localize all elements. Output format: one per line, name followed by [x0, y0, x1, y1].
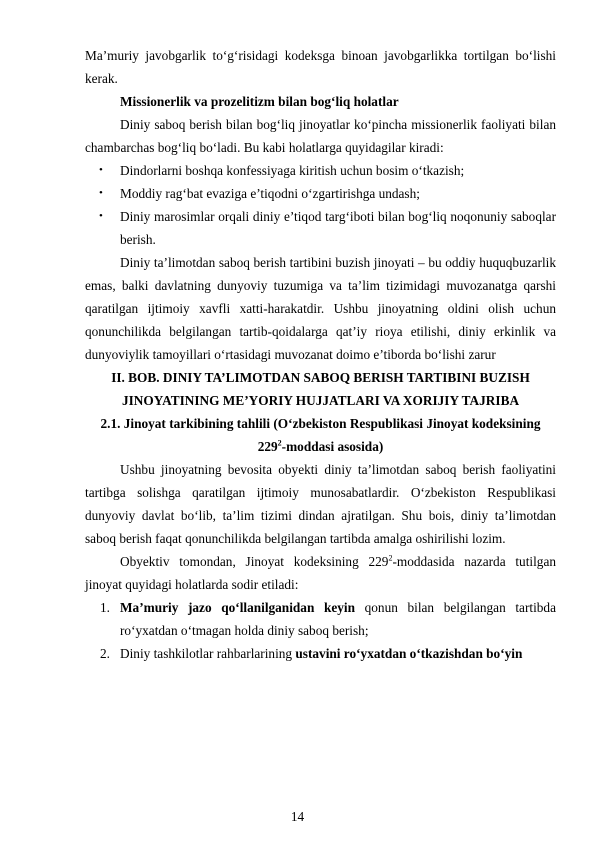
section-title-line [85, 435, 556, 458]
page-number: 14 [290, 809, 305, 824]
bullet-text: Diniy marosimlar orqali diniy e’tiqod targ‘iboti bilan bog‘liq noqonuniy saboqlar berish. [120, 209, 556, 247]
bullet-text: Dindorlarni boshqa konfessiyaga kiritish uchun bosim o‘tkazish; [120, 163, 465, 178]
bullet-text: Moddiy rag‘bat evaziga e’tiqodni o‘zgartirishga undash; [120, 186, 420, 201]
intro-paragraph: Ma’muriy javobgarlik to‘g‘risidagi kodeksga binoan javobgarlikka tortilgan bo‘lishi kerak. [85, 48, 556, 86]
article-superscript: 2 [277, 438, 282, 448]
numbered-item [85, 642, 556, 665]
article-number: 229 [257, 439, 278, 454]
numbered-item [85, 596, 556, 642]
objective-superscript: 2 [388, 553, 393, 563]
missionerlik-heading: Missionerlik va prozelitizm bilan bog‘liq holatlar [120, 94, 399, 109]
missionerlik-paragraph: Diniy saboq berish bilan bog‘liq jinoyatlar ko‘pincha missionerlik faoliyati bilan chambarchas bog‘liq bo‘ladi. Bu kabi holatlarga quyidagilar kiradi: [85, 117, 556, 155]
page-content [85, 44, 556, 665]
chapter-title [85, 366, 556, 412]
chapter-title-line: JINOYATINING ME’YORIY HUJJATLARI VA XORIJIY TAJRIBA [121, 393, 520, 408]
item-text: qonun bilan belgilangan tartibda ro‘yxatdan o‘tmagan holda diniy saboq berish; [120, 600, 556, 638]
numbered-list [85, 596, 556, 665]
bullet-item [85, 182, 556, 205]
section-title-tail: -moddasi asosida) [281, 439, 384, 454]
conclusion-paragraph: Diniy ta’limotdan saboq berish tartibini buzish jinoyati – bu oddiy huquqbuzarlik emas, balki davlatning dunyoviy tuzumiga va ta’lim tizimidagi muvozanatga qarshi qaratilgan ijtimoiy xavfli xatti-harakatdir. Ushbu jinoyatning oldini olish uchun qonunchilikda belgilangan tartib-qoidalarga qat’iy rioya etilishi, diniy erkinlik va dunyoviylik tamoyillari o‘rtasidagi muvozanat doimo e’tiborda bo‘lishi zarur [85, 255, 556, 362]
object-paragraph: Ushbu jinoyatning bevosita obyekti diniy ta’limotdan saboq berish faoliyatini tartibga solishga qaratilgan ijtimoiy munosabatlardir. O‘zbekiston Respublikasi dunyoviy davlat bo‘lib, ta’lim tizimi dindan ajratilgan. Shu bois, diniy ta’limotdan saboq berish faqat qonunchilikda belgilangan tartibda amalga oshirilishi lozim. [85, 462, 556, 546]
item-number: 2. [100, 646, 110, 661]
chapter-title-line: II. BOB. DINIY TA’LIMOTDAN SABOQ BERISH TARTIBINI BUZISH [111, 370, 530, 385]
section-title-line: 2.1. Jinoyat tarkibining tahlili (O‘zbekiston Respublikasi Jinoyat kodeksining [100, 416, 541, 431]
item-text: Diniy tashkilotlar rahbarlarining [120, 646, 296, 661]
objective-paragraph [85, 550, 556, 596]
section-title [85, 412, 556, 458]
bullet-icon: • [99, 210, 103, 222]
bullet-icon: • [99, 187, 103, 199]
item-bold-text: Ma’muriy jazo qo‘llanilganidan keyin [120, 600, 355, 615]
objective-text-start: Obyektiv tomondan, Jinoyat kodeksining 229 [120, 554, 389, 569]
bullet-list [85, 159, 556, 251]
item-bold-text: ustavini ro‘yxatdan o‘tkazishdan bo‘yin [295, 646, 523, 661]
objective-text-end: -moddasida nazarda tutilgan jinoyat quyidagi holatlarda sodir etiladi: [85, 554, 556, 592]
bullet-item [85, 205, 556, 251]
bullet-item [85, 159, 556, 182]
bullet-icon: • [99, 164, 103, 176]
item-number: 1. [100, 600, 110, 615]
